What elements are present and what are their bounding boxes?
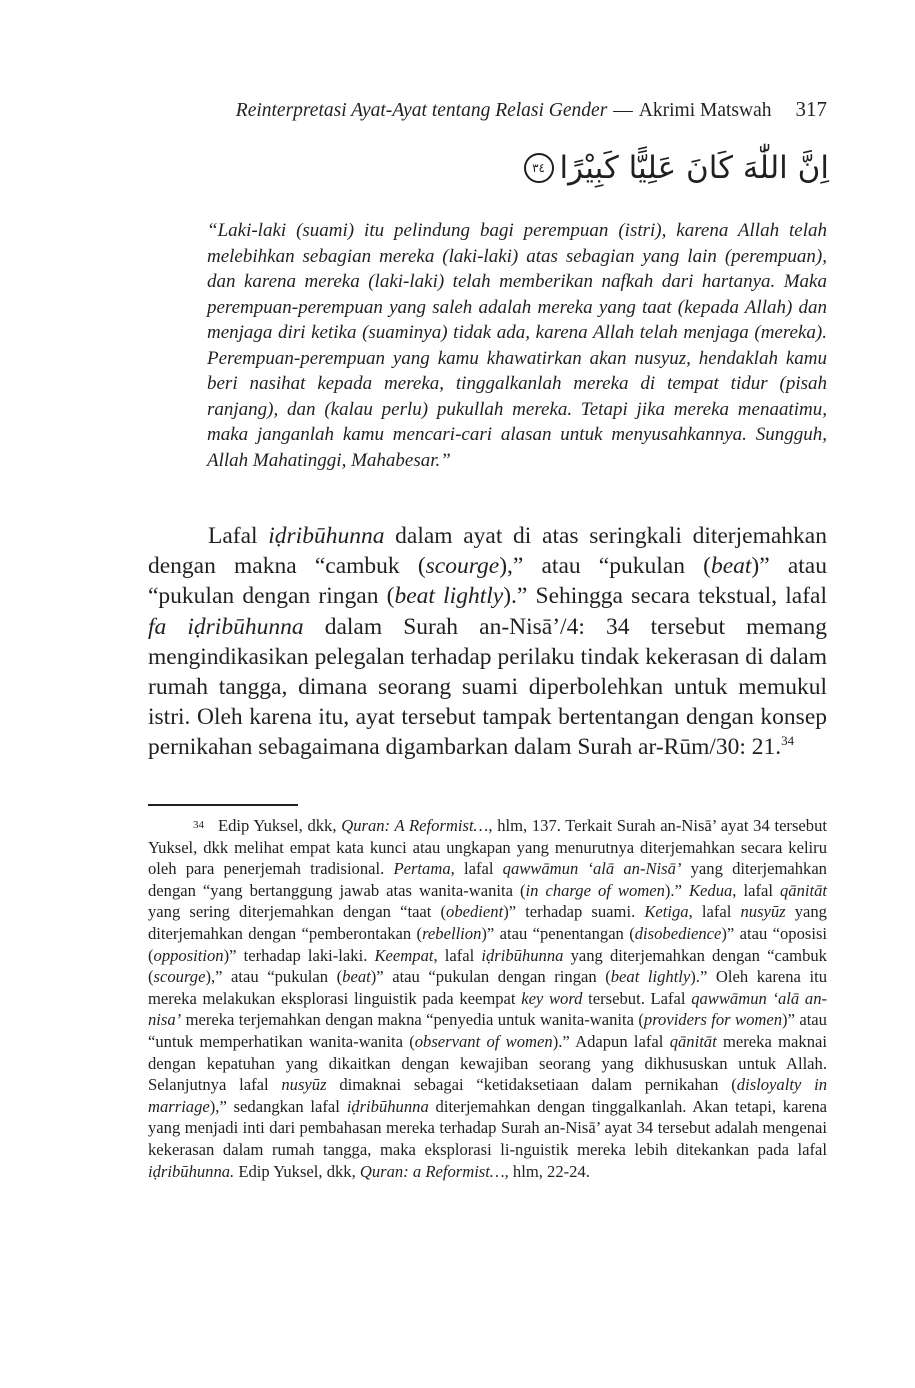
fn-text: ).” [664,880,689,900]
fn-term: iḍribūhunna [481,945,564,965]
fn-term: observant of women [414,1031,553,1051]
fn-text: , lafal [433,945,482,965]
ayah-number-mark: ٣٤ [524,153,554,183]
footnote-reference[interactable]: 34 [781,733,795,749]
fn-term: key word [521,988,583,1008]
fn-text: tersebut. Lafal [582,988,692,1008]
fn-text: Edip Yuksel, dkk, [218,816,342,835]
arabic-verse-text: اِنَّ اللّٰهَ كَانَ عَلِيًّا كَبِيْرًا [559,150,829,186]
fn-term: Kedua [688,880,733,900]
fn-term: iḍribūhunna [346,1096,429,1116]
body-text: ),” atau “pukulan ( [499,553,711,580]
header-separator: — [613,100,633,121]
arabic-verse [524,150,829,186]
fn-text: ).” Oleh karena itu mereka melakukan eksplorasi linguistik pada keempat [148,967,827,1008]
fn-term: scourge [153,967,206,987]
verse-translation: “Laki-laki (suami) itu pelindung bagi perempuan (istri), karena Allah telah melebihkan sebagian mereka (laki-laki) atas sebagian yang lain (perempuan), dan karena mereka (laki-laki) telah memberikan nafkah dari hartanya. Maka perempuan-perempuan yang saleh adalah mereka yang taat (kepada Allah) dan menjaga diri ketika (suaminya) tidak ada, karena Allah telah menjaga (mereka). Perempuan-perempuan yang kamu khawatirkan akan nusyuz, hendaklah kamu beri nasihat kepada mereka, tinggalkanlah mereka di tempat tidur (pisah ranjang), dan (kalau perlu) pukullah mereka. Tetapi jika mereka menaatimu, maka janganlah kamu mencari-cari alasan untuk menyusahkannya. Sungguh, Allah Mahatinggi, Mahabesar.” [207,220,827,471]
fn-text: yang sering diterjemahkan dengan “taat ( [148,902,447,922]
fn-term: nusyūz [281,1075,327,1095]
fn-term: nusyūz [740,902,786,922]
body-paragraph [148,521,827,763]
footnote [148,815,827,1182]
running-title: Reinterpretasi Ayat-Ayat tentang Relasi Gender [235,100,608,121]
fn-text: ),” sedangkan lafal [209,1096,347,1116]
fn-term: beat lightly [610,967,691,987]
fn-text: yang diterjemahkan dengan “yang bertanggung jawab atas wanita-wanita ( [148,859,827,900]
fn-term: beat [342,967,371,987]
fn-text: )” atau “pukulan dengan ringan ( [370,967,611,987]
fn-term: qawwāmun ‘alā an-nisa’ [148,988,828,1030]
body-term: fa iḍribūhunna [148,613,304,640]
fn-text: , lafal [732,880,780,900]
fn-term: disobedience [634,923,722,943]
body-term: iḍribūhunna [268,523,385,549]
fn-text: hlm, 22-24. [508,1161,590,1181]
fn-text: )” atau “oposisi ( [148,923,828,965]
fn-text: )” terhadap laki-laki. [223,945,375,965]
fn-term: qānitāt [779,880,827,900]
fn-text: )” terhadap suami. [503,902,645,922]
fn-term: providers for women [643,1010,783,1030]
body-text: dalam Surah an-Nisā’/4: 34 tersebut memang mengindikasikan pelegalan terhadap perilaku tindak kekerasan di dalam rumah tangga, dimana seorang suami diperbolehkan untuk memukul istri. Oleh karena itu, ayat tersebut tampak bertentangan dengan konsep pernikahan sebagaimana digambarkan dalam Surah ar-Rūm/30: 21. [148,613,827,761]
header-author: Akrimi Matswah [638,100,772,121]
body-text: Lafal [208,523,269,549]
fn-text: )” atau “penentangan ( [481,923,635,943]
fn-term: iḍribūhunna. [148,1161,235,1181]
fn-text: , lafal [450,859,503,879]
body-text: dalam ayat di atas seringkali diterjemahkan dengan makna “cambuk ( [148,523,827,580]
body-text: )” atau “pukulan dengan ringan ( [148,553,827,610]
fn-term: Ketiga [644,902,689,922]
fn-text: diterjemahkan dengan tinggalkanlah. Akan tetapi, karena yang menjadi inti dari pembahasan mereka terhadap Surah an-Nisā’ ayat 34 tersebut adalah mengenai kekerasan dalam rumah tangga, maka eksplorasi li-nguistik mereka lebih ditekankan pada lafal [148,1096,828,1159]
fn-term: Quran: a Reformist…, [359,1161,509,1181]
fn-term: in charge of women [525,880,665,900]
fn-term: qawwāmun ‘alā an-Nisā’ [502,859,682,879]
fn-text: yang diterjemahkan dengan “cambuk ( [148,945,827,987]
fn-term: Keempat [374,945,434,965]
body-text: ).” Sehingga secara tekstual, lafal [503,583,827,610]
footnote-number: 34 [193,819,204,831]
fn-text: ).” Adapun lafal [552,1031,670,1051]
body-term: scourge [425,553,500,580]
fn-term: rebellion [422,923,482,943]
fn-text: yang diterjemahkan dengan “pemberontakan ( [148,902,827,943]
fn-text: )” atau “untuk memperhatikan wanita-wanita ( [148,1010,827,1051]
fn-term: Quran: A Reformist… [341,816,489,835]
fn-text: , hlm, 137. Terkait Surah an-Nisā’ ayat 34 tersebut Yuksel, dkk melihat empat kata kunci atau ungkapan yang menurutnya diterjemahkan secara keliru oleh para penerjemah tradisional. [148,816,827,879]
body-term: beat lightly [394,583,504,610]
fn-text: , lafal [688,902,741,922]
fn-text: mereka terjemahkan dengan makna “penyedia untuk wanita-wanita ( [181,1010,644,1030]
running-header [148,97,827,127]
page-number: 317 [795,97,827,121]
fn-term: qānitāt [669,1031,717,1051]
fn-text: Edip Yuksel, dkk, [234,1161,360,1181]
footnote-divider [148,804,298,806]
fn-term: obedient [446,902,504,922]
fn-text: dimaknai sebagai “ketidaksetiaan dalam pernikahan ( [326,1075,737,1095]
body-term: beat [710,553,752,580]
fn-term: Pertama [393,859,451,879]
fn-text: mereka maknai dengan kepatuhan yang dikaitkan dengan kewajiban seorang yang dikhususkan untuk Allah. Selanjutnya lafal [148,1031,827,1095]
fn-text: ),” atau “pukulan ( [205,967,343,987]
fn-term: disloyalty in marriage [148,1075,827,1116]
fn-term: opposition [153,945,224,965]
